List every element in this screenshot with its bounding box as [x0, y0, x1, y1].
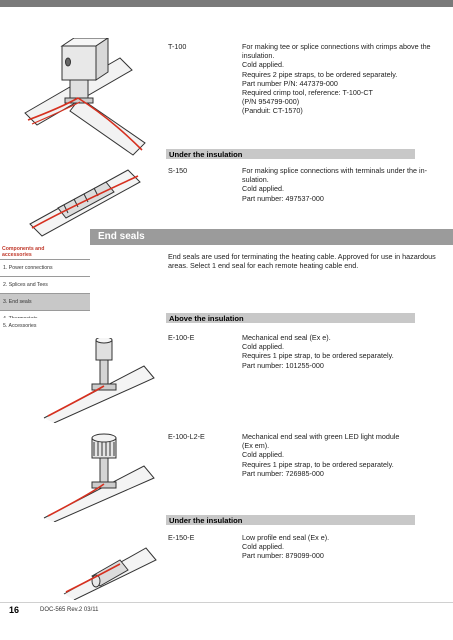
e100e-description: Mechanical end seal (Ex e). Cold applied. Requires 1 pipe strap, to be ordered separately. Part number: 101255-000	[242, 333, 394, 370]
sidebar-item-power-connections[interactable]: 1. Power connections	[0, 259, 90, 276]
end-seals-section-bar	[90, 229, 453, 245]
bar-label: Under the insulation	[169, 150, 243, 159]
s150-description: For making splice connections with terminals under the in- sulation. Cold applied. Part number: 497537-000	[242, 166, 427, 203]
footer-divider	[0, 602, 453, 603]
t100-code: T-100	[168, 42, 187, 51]
e100e-code: E-100-E	[168, 333, 195, 342]
top-band	[0, 0, 453, 7]
page-number: 16	[9, 605, 20, 615]
t100-illustration	[20, 38, 155, 158]
sidebar-item-accessories[interactable]: 5. Accessories	[0, 318, 90, 335]
bar-label: Under the insulation	[169, 516, 243, 525]
e150e-code: E-150-E	[168, 533, 195, 542]
sidebar-heading: Components and accessories	[2, 246, 45, 258]
s150-illustration	[28, 162, 153, 237]
e100l2e-description: Mechanical end seal with green LED light module (Ex em). Cold applied. Requires 1 pipe strap, to be ordered separately. Part number: 726985-000	[242, 432, 400, 478]
bar-label: Above the insulation	[169, 314, 244, 323]
e100l2e-illustration	[40, 432, 160, 522]
e150e-illustration	[60, 530, 160, 600]
e150e-description: Low profile end seal (Ex e). Cold applied. Part number: 879099-000	[242, 533, 330, 561]
section-title: End seals	[98, 231, 145, 242]
under-insulation-bar-2	[166, 515, 415, 525]
above-insulation-bar	[166, 313, 415, 323]
e100l2e-code: E-100-L2-E	[168, 432, 205, 441]
under-insulation-bar	[166, 149, 415, 159]
end-seals-intro: End seals are used for terminating the heating cable. Approved for use in hazardous areas. Select 1 end seal for each remote heating cable end.	[168, 252, 436, 271]
e100e-illustration	[40, 338, 160, 423]
t100-description: For making tee or splice connections with crimps above the insulation. Cold applied. Requires 2 pipe straps, to be ordered separately. Part number P/N: 447379-000 Required crimp tool, reference: T-100-CT (P/N 954799-000) (Panduit: CT-1570)	[242, 42, 431, 116]
s150-code: S-150	[168, 166, 188, 175]
sidebar-item-splices-tees[interactable]: 2. Splices and Tees	[0, 276, 90, 293]
document-reference: DOC-565 Rev.2 03/11	[40, 607, 99, 613]
sidebar-item-end-seals[interactable]: 3. End seals	[0, 293, 90, 310]
